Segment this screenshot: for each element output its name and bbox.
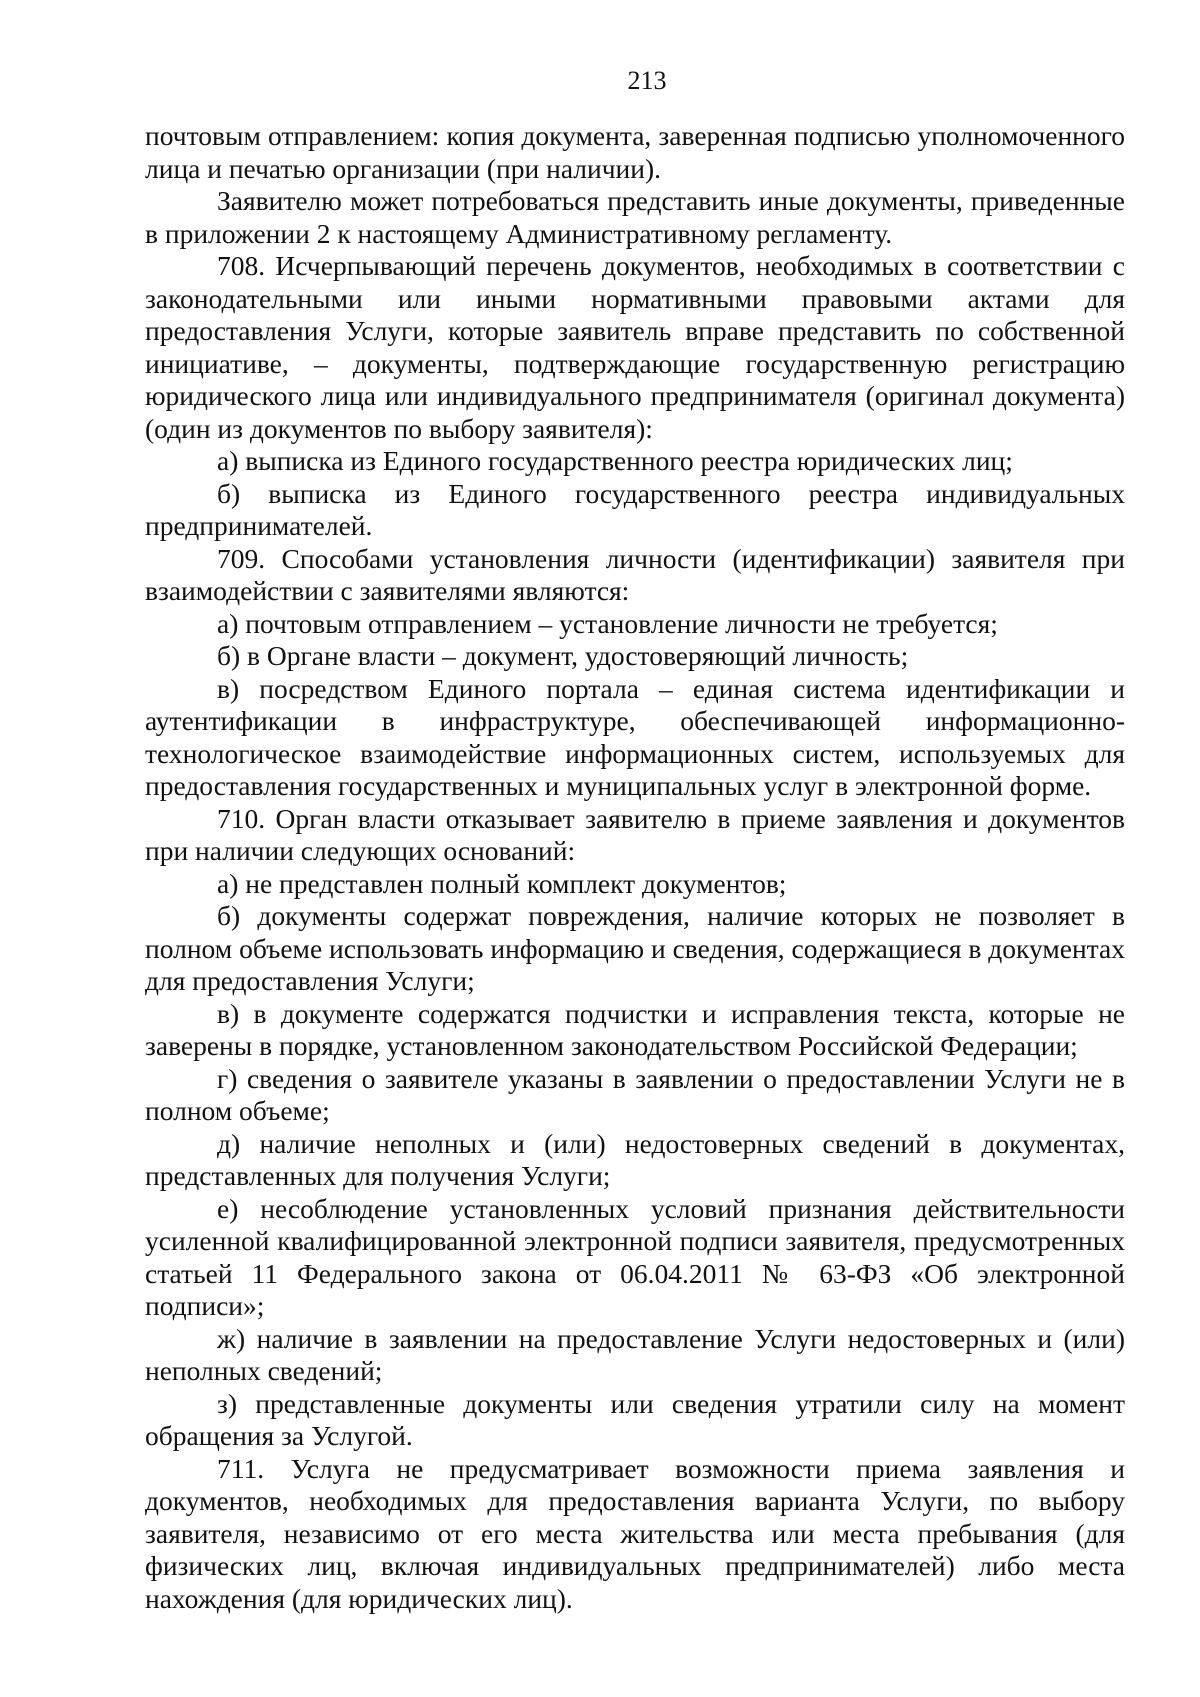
paragraph-711: 711. Услуга не предусматривает возможности приема заявления и документов, необходимых для предоставления варианта Услуги, по выбору заявителя, независимо от его места жительства или места пребывания (для физических лиц, включая индивидуальных предпринимателей) либо места нахождения (для юридических лиц). bbox=[145, 1452, 1125, 1614]
list-item: а) почтовым отправлением – установление личности не требуется; bbox=[217, 607, 998, 639]
list-item: д) наличие неполных и (или) недостоверных сведений в документах, представленных для получения Услуги; bbox=[145, 1127, 1125, 1191]
paragraph: почтовым отправлением: копия документа, заверенная подписью уполномоченного лица и печатью организации (при наличии). bbox=[145, 120, 1125, 184]
page-number: 213 bbox=[627, 66, 667, 95]
list-item: б) в Органе власти – документ, удостоверяющий личность; bbox=[217, 640, 909, 671]
list-item: б) документы содержат повреждения, наличие которых не позволяет в полном объеме использовать информацию и сведения, содержащиеся в документах для предоставления Услуги; bbox=[145, 900, 1125, 996]
document-body bbox=[145, 120, 1125, 1615]
list-item: е) несоблюдение установленных условий признания действительности усиленной квалифицированной электронной подписи заявителя, предусмотренных статьей 11 Федерального закона от 06.04.2011 № 63-ФЗ «Об электронной подписи»; bbox=[145, 1192, 1125, 1321]
document-page bbox=[145, 66, 1125, 1615]
paragraph-708: 708. Исчерпывающий перечень документов, необходимых в соответствии с законодательными или иными нормативными правовыми актами для предоставления Услуги, которые заявитель вправе представить по собственной инициативе, – документы, подтверждающие государственную регистрацию юридического лица или индивидуального предпринимателя (оригинал документа) (один из документов по выбору заявителя): bbox=[145, 250, 1125, 444]
paragraph-709: 709. Способами установления личности (идентификации) заявителя при взаимодействии с заявителями являются: bbox=[145, 542, 1125, 606]
list-item: г) сведения о заявителе указаны в заявлении о предоставлении Услуги не в полном объеме; bbox=[145, 1062, 1125, 1126]
list-item: ж) наличие в заявлении на предоставление Услуги недостоверных и (или) неполных сведений; bbox=[145, 1322, 1125, 1386]
list-item: б) выписка из Единого государственного реестра индивидуальных предпринимателей. bbox=[145, 477, 1125, 541]
list-item: а) не представлен полный комплект документов; bbox=[217, 867, 787, 899]
list-item: в) посредством Единого портала – единая система идентификации и аутентификации в инфраструктуре, обеспечивающей информационно-технологическое взаимодействие информационных систем, используемых для предоставления государственных и муниципальных услуг в электронной форме. bbox=[145, 672, 1125, 801]
list-item: а) выписка из Единого государственного реестра юридических лиц; bbox=[217, 445, 1013, 476]
list-item: в) в документе содержатся подчистки и исправления текста, которые не заверены в порядке, установленном законодательством Российской Федерации; bbox=[145, 997, 1125, 1061]
list-item: з) представленные документы или сведения утратили силу на момент обращения за Услугой. bbox=[145, 1387, 1125, 1451]
paragraph: Заявителю может потребоваться представить иные документы, приведенные в приложении 2 к настоящему Административному регламенту. bbox=[145, 185, 1125, 249]
paragraph-710: 710. Орган власти отказывает заявителю в приеме заявления и документов при наличии следующих оснований: bbox=[145, 802, 1125, 866]
